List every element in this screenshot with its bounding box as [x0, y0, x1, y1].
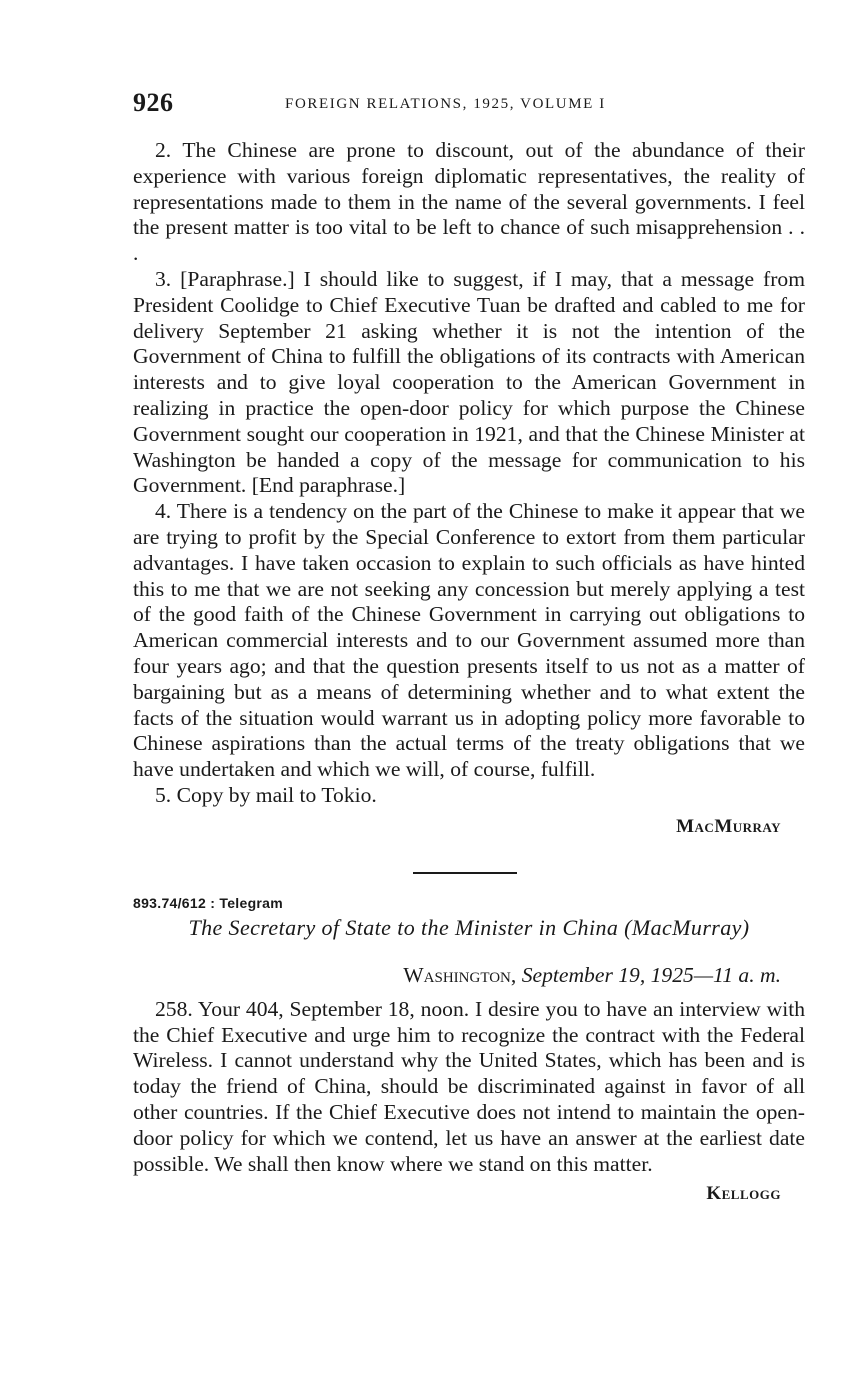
- running-title: FOREIGN RELATIONS, 1925, VOLUME I: [285, 96, 606, 112]
- page-number: 926: [133, 88, 174, 117]
- dateline-place: Washington,: [403, 962, 517, 987]
- paragraph-2: 2. The Chinese are prone to discount, out of the abundance of their experience with various foreign diplomatic representatives, the reality of representations made to them in the name of the several governments. I feel the present matter is too vital to be left to chance of such misapprehension . . .: [133, 138, 805, 266]
- section-divider: [413, 872, 517, 874]
- file-reference: 893.74/612 : Telegram: [133, 894, 284, 911]
- dateline-date: September 19, 1925—11 a. m.: [521, 962, 781, 987]
- document-title: The Secretary of State to the Minister in China (MacMurray): [188, 914, 750, 940]
- signature-macmurray: MacMurray: [676, 815, 781, 837]
- paragraph-5: 5. Copy by mail to Tokio.: [155, 782, 377, 807]
- dateline: [133, 963, 805, 997]
- paragraph-4: 4. There is a tendency on the part of the Chinese to make it appear that we are trying to profit by the Special Conference to extort from them particular advantages. I have taken occasion to explain to such officials as have hinted this to me that we are not seeking any concession but merely applying a test of the good faith of the Chinese Government in carrying out obligations to American commercial interests and to our Government assumed more than four years ago; and that the question presents itself to us not as a matter of bargaining but as a means of determining whether and to what extent the facts of the situation would warrant us in adopting policy more favorable to Chinese aspirations than the actual terms of the treaty obligations that we have undertaken and which we will, of course, fulfill.: [133, 499, 805, 782]
- page-header: [133, 88, 783, 122]
- page-body: [133, 138, 805, 1207]
- paragraph-258: 258. Your 404, September 18, noon. I desire you to have an interview with the Chief Executive and urge him to recognize the contract with the Federal Wireless. I cannot understand why the United States, which has been and is today the friend of China, should be discriminated against in favor of all other countries. If the Chief Executive does not intend to maintain the open-door policy for which we contend, let us have an answer at the earliest date possible. We shall then know where we stand on this matter.: [133, 996, 805, 1176]
- telegram-macmurray-continued: [133, 138, 805, 840]
- telegram-kellogg: [133, 891, 805, 1208]
- signature-kellogg: Kellogg: [706, 1183, 781, 1205]
- paragraph-3: 3. [Paraphrase.] I should like to suggest, if I may, that a message from President Coolidge to Chief Executive Tuan be drafted and cabled to me for delivery September 21 asking whether it is not the intention of the Government of China to fulfill the obligations of its contracts with American interests and to give loyal cooperation to the American Government in realizing in practice the open-door policy for which purpose the Chinese Government sought our cooperation in 1921, and that the Chinese Minister at Washington be handed a copy of the message for communication to his Government. [End paraphrase.]: [133, 266, 805, 498]
